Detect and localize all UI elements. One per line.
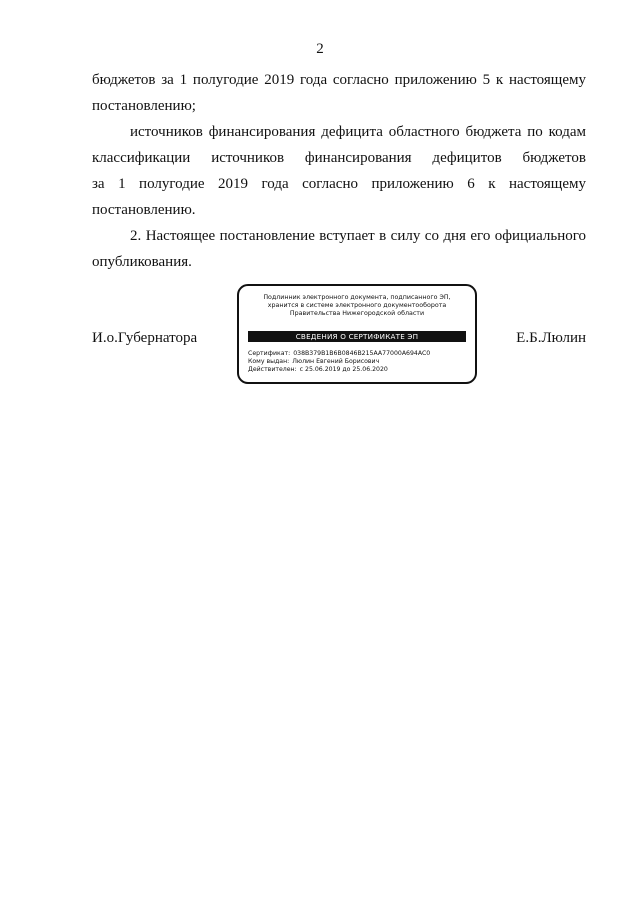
body-line: бюджетов за 1 полугодие 2019 года согласно приложению 5 к настоящему bbox=[92, 72, 586, 88]
stamp-header bbox=[239, 294, 475, 319]
body-line: постановлению; bbox=[92, 98, 196, 114]
body-line: классификации источников финансирования дефицитов бюджетов bbox=[92, 150, 586, 166]
stamp-header-line: хранится в системе электронного документооборота bbox=[267, 302, 447, 310]
body-line: источников финансирования дефицита областного бюджета по кодам bbox=[130, 124, 586, 140]
stamp-details bbox=[248, 350, 469, 375]
body-line: опубликования. bbox=[92, 254, 192, 270]
certificate-value: 038B379B1B6B0846B215AA77000A694AC0 bbox=[293, 350, 431, 357]
signer-position: И.о.Губернатора bbox=[92, 330, 198, 346]
electronic-signature-stamp bbox=[237, 284, 477, 384]
valid-label: Действителен: bbox=[248, 366, 297, 374]
issued-to-label: Кому выдан: bbox=[248, 358, 290, 366]
certificate-row bbox=[248, 350, 469, 358]
body-line: 2. Настоящее постановление вступает в силу со дня его официального bbox=[130, 228, 586, 244]
page-number: 2 bbox=[316, 41, 324, 57]
body-line: за 1 полугодие 2019 года согласно приложению 6 к настоящему bbox=[92, 176, 586, 192]
body-line: постановлению. bbox=[92, 202, 196, 218]
valid-value: с 25.06.2019 до 25.06.2020 bbox=[299, 366, 388, 374]
stamp-title-bar: СВЕДЕНИЯ О СЕРТИФИКАТЕ ЭП bbox=[248, 331, 466, 342]
certificate-label: Сертификат: bbox=[248, 350, 291, 357]
stamp-header-line: Подлинник электронного документа, подписанного ЭП, bbox=[263, 294, 451, 301]
stamp-header-line: Правительства Нижегородской области bbox=[289, 310, 425, 318]
signer-name: Е.Б.Люлин bbox=[516, 330, 586, 346]
issued-to-value: Люлин Евгений Борисович bbox=[292, 358, 380, 366]
valid-row bbox=[248, 366, 469, 374]
